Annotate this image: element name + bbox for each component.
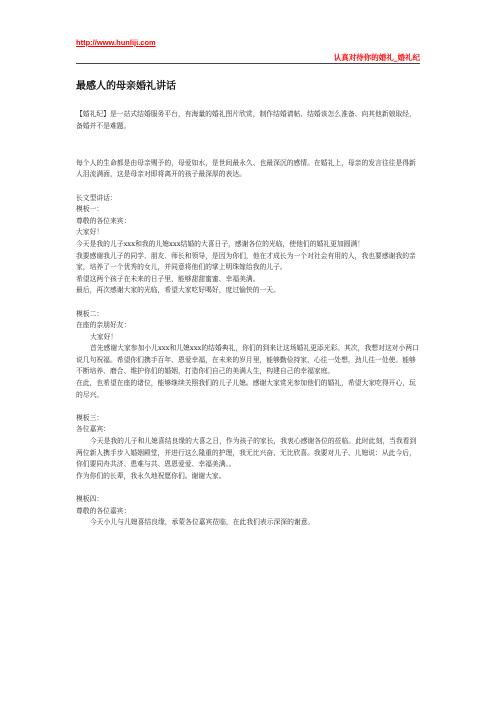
section-label: 长文型讲话：: [76, 193, 117, 202]
template-1-greeting: 大家好！: [76, 228, 104, 237]
template-2-paragraph: 首先感谢大家参加小儿xxx和儿媳xxx的结婚典礼，你们的到来让这场婚礼更添光彩。其次，我想对这对小两口说几句祝福。希望你们携手百年、恩爱幸福，在未来的岁月里，能够勤俭持家，心往一处想，劲儿往一处使。能够不断培养、磨合、维护你们的婚姻，打造你们自己的美满人生，构建自己的幸福家庭。: [76, 344, 419, 376]
template-1-paragraph: 最后，再次感谢大家的光临，希望大家吃好喝好，度过愉快的一天。: [76, 286, 280, 295]
template-2-paragraph: 在此，也希望在座的诸位，能够继续关照我们的儿子儿媳。感谢大家赏光参加他们的婚礼，希望大家吃得开心，玩的尽兴。: [76, 379, 416, 399]
template-3-paragraph: 作为你们的长辈，我永久地祝愿你们。谢谢大家。: [76, 471, 226, 480]
header-divider: [76, 63, 420, 64]
lead-paragraph: 每个人的生命都是由母亲赐予的，母爱如水，是世间最永久、也最深沉的感情。在婚礼上，母亲的发言往往是得新人泪流满面，这是母亲对即将离开的孩子最深厚的表达。: [76, 158, 416, 179]
intro-paragraph: 【婚礼纪】是一站式结婚服务平台，有海量的婚礼图片欣赏，制作结婚请帖、结婚该怎么准备、向其他新娘取经，备婚并不是难题。: [76, 110, 416, 130]
template-4-salutation: 尊敬的各位嘉宾：: [76, 506, 131, 515]
document-title: 最感人的母亲婚礼讲话: [76, 81, 176, 92]
header-slogan: 认真对待你的婚礼_婚礼纪: [333, 53, 420, 62]
template-1-paragraph: 今天是我的儿子xxx和我的儿媳xxx结婚的大喜日子，感谢各位的光临，使他们的婚礼更加圆满！: [76, 239, 365, 248]
template-4-heading: 模板四：: [76, 495, 104, 503]
template-3-salutation: 各位嘉宾：: [76, 425, 110, 434]
template-2-heading: 模板二：: [76, 309, 104, 318]
document-body: [76, 80, 420, 529]
template-3-heading: 模板三：: [76, 413, 104, 422]
template-3-paragraph: 今天是我的儿子和儿媳喜结良缘的大喜之日，作为孩子的家长，我衷心感谢各位的莅临。此时此刻，当我看到两位新人携手步入婚姻殿堂，并进行这么隆重的护理，我无比兴奋、无比欣喜。我要对儿子、儿媳说：从此今后，你们要同舟共济、患难与共、恩恩爱爱、幸福美满。。: [76, 437, 417, 469]
template-4-paragraph: 今天小儿与儿媳喜结良缘，承蒙各位嘉宾莅临，在此我们表示深深的谢意。: [90, 518, 315, 527]
template-1-paragraph: 我要感谢我儿子的同学、朋友、师长和领导，是因为你们，他在才成长为一个对社会有用的人，我也要感谢我的亲家，培养了一个优秀的女儿，并同意将他们的掌上明珠嫁给我的儿子。: [76, 251, 416, 272]
header-link[interactable]: http://www.hunliji.com: [76, 38, 156, 47]
template-2-greeting: 大家好！: [90, 332, 118, 341]
template-1-paragraph: 希望这两个孩子在未来的日子里，能够甜甜蜜蜜、幸福美满。: [76, 274, 260, 283]
template-1-heading: 模板一：: [76, 205, 104, 214]
template-2-salutation: 在座的亲朋好友：: [76, 321, 131, 330]
template-1-salutation: 尊敬的各位来宾：: [76, 216, 131, 225]
